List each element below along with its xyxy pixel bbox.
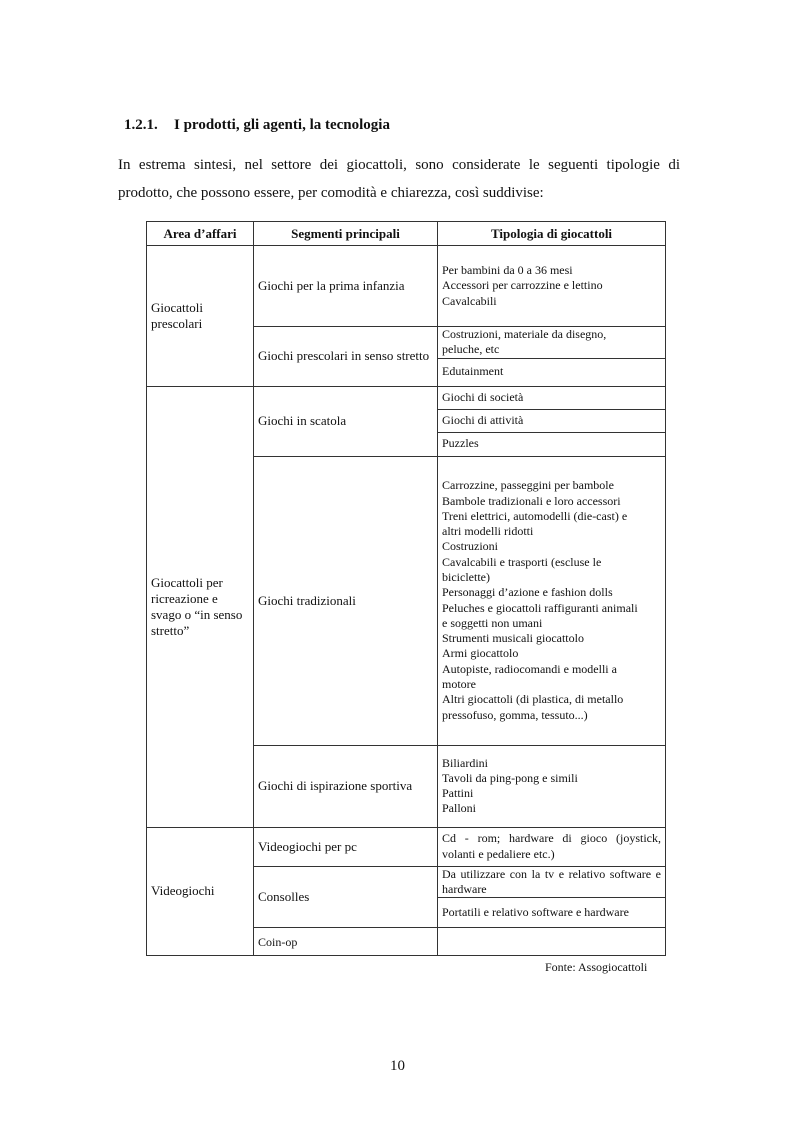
segment-cell: Coin-op — [254, 928, 438, 956]
types-cell: Da utilizzare con la tv e relativo software e hardware — [438, 866, 666, 898]
types-cell: Cd - rom; hardware di gioco (joystick, volanti e pedaliere etc.) — [438, 827, 666, 866]
toy-categories-table — [146, 221, 666, 956]
segment-cell: Giochi per la prima infanzia — [254, 246, 438, 327]
type-line: Tavoli da ping-pong e simili — [442, 770, 578, 785]
type-line: Altri giocattoli (di plastica, di metallo — [442, 692, 624, 707]
segment-cell: Consolles — [254, 866, 438, 928]
types-cell: Edutainment — [438, 358, 666, 386]
type-line: Cavalcabili — [442, 293, 497, 308]
type-line: Costruzioni, materiale da disegno, — [442, 327, 607, 341]
table-row — [147, 386, 666, 409]
types-cell — [438, 327, 666, 359]
type-line: Autopiste, radiocomandi e modelli a — [442, 661, 617, 676]
segment-cell: Giochi tradizionali — [254, 456, 438, 745]
source-note: Fonte: Assogiocattoli — [545, 960, 648, 974]
types-cell — [438, 928, 666, 956]
type-line: altri modelli ridotti — [442, 524, 534, 539]
header-segments: Segmenti principali — [254, 222, 438, 246]
area-cell: Giocattoli per ricreazione e svago o “in senso stretto” — [147, 386, 254, 827]
type-line: Costruzioni — [442, 539, 498, 554]
type-line: Carrozzine, passeggini per bambole — [442, 478, 614, 493]
type-line: Pattini — [442, 786, 474, 801]
type-line: Personaggi d’azione e fashion dolls — [442, 585, 613, 600]
types-cell: Giochi di società — [438, 386, 666, 409]
type-line: peluche, etc — [442, 342, 500, 357]
area-cell: Giocattoli prescolari — [147, 246, 254, 387]
table-header-row — [147, 222, 666, 246]
type-line: Per bambini da 0 a 36 mesi — [442, 263, 573, 278]
type-line: e soggetti non umani — [442, 615, 543, 630]
type-line: Biliardini — [442, 755, 488, 770]
type-line: Peluches e giocattoli raffiguranti animali — [442, 600, 638, 615]
types-cell — [438, 745, 666, 827]
section-title: I prodotti, gli agenti, la tecnologia — [174, 117, 390, 133]
header-area: Area d’affari — [147, 222, 254, 246]
segment-cell: Giochi di ispirazione sportiva — [254, 745, 438, 827]
intro-paragraph: In estrema sintesi, nel settore dei giocattoli, sono considerate le seguenti tipologie di prodotto, che possono essere, per comodità e chiarezza, così suddivise: — [118, 157, 680, 201]
type-line: Bambole tradizionali e loro accessori — [442, 493, 621, 508]
area-cell: Videogiochi — [147, 827, 254, 956]
header-types: Tipologia di giocattoli — [438, 222, 666, 246]
type-line: Armi giocattolo — [442, 646, 519, 661]
type-line: pressofuso, gomma, tessuto...) — [442, 707, 588, 722]
type-line: Strumenti musicali giocattolo — [442, 631, 584, 646]
type-line: Treni elettrici, automodelli (die-cast) e — [442, 508, 628, 523]
segment-cell: Giochi prescolari in senso stretto — [254, 327, 438, 387]
type-line: motore — [442, 677, 476, 692]
table-row — [147, 246, 666, 327]
section-heading — [124, 117, 390, 134]
section-number: 1.2.1. — [124, 117, 158, 133]
type-line: Accessori per carrozzine e lettino — [442, 278, 603, 293]
page-number: 10 — [390, 1058, 405, 1074]
types-cell — [438, 246, 666, 327]
segment-cell: Videogiochi per pc — [254, 827, 438, 866]
segment-cell: Giochi in scatola — [254, 386, 438, 456]
types-cell: Portatili e relativo software e hardware — [438, 898, 666, 928]
table-row — [147, 827, 666, 866]
type-line: biciclette) — [442, 570, 490, 584]
types-cell: Puzzles — [438, 432, 666, 456]
type-line: Cavalcabili e trasporti (escluse le — [442, 554, 602, 569]
types-cell: Giochi di attività — [438, 409, 666, 432]
types-cell — [438, 456, 666, 745]
type-line: Palloni — [442, 801, 477, 816]
